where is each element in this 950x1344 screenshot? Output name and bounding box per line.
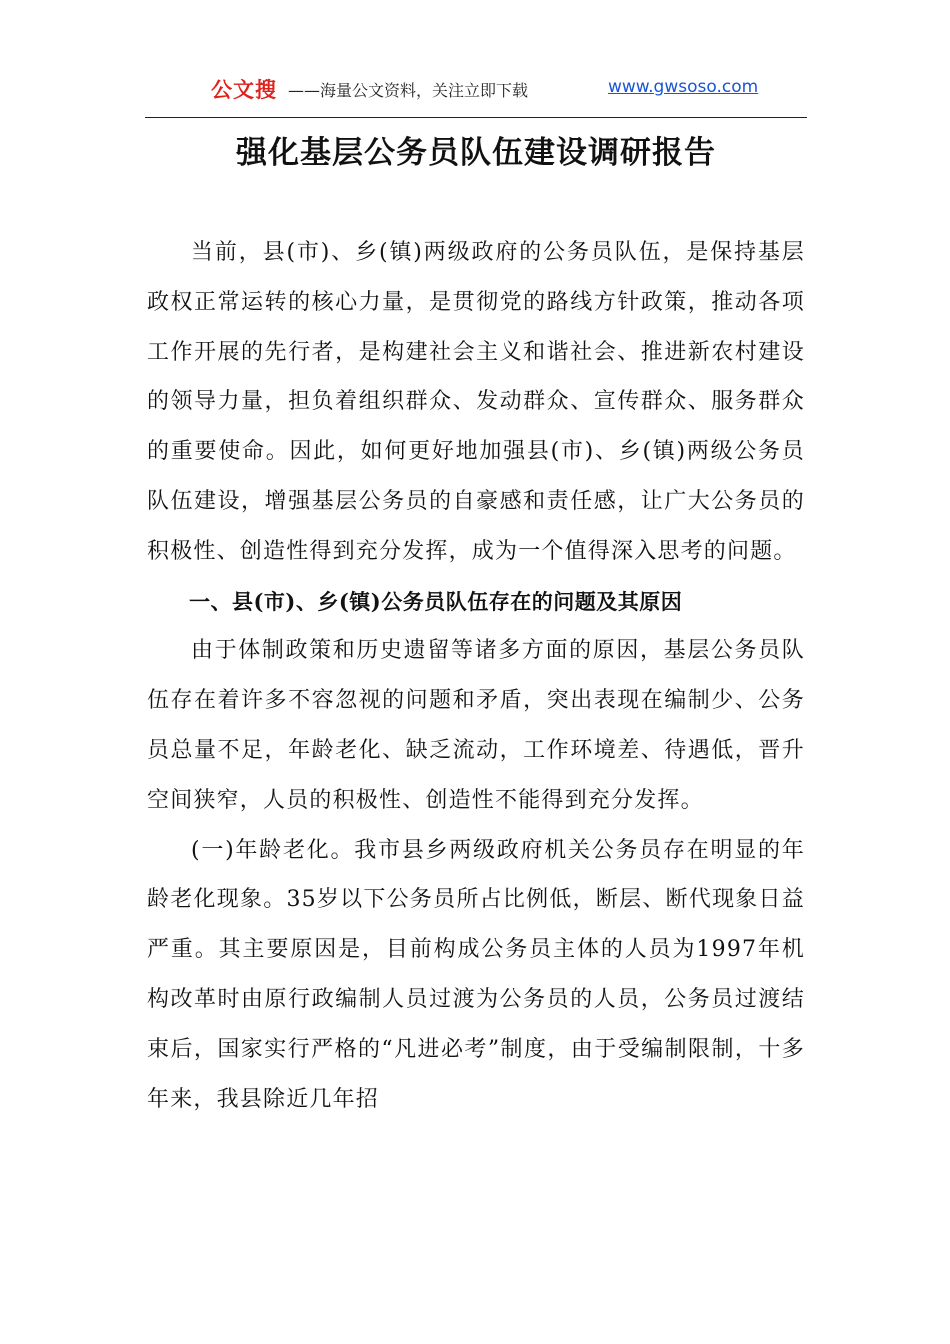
website-link[interactable]: www.gwsoso.com	[608, 77, 759, 97]
document-body	[147, 228, 805, 1124]
header-divider	[145, 117, 807, 118]
section-paragraph: 由于体制政策和历史遗留等诸多方面的原因，基层公务员队伍存在着许多不容忽视的问题和矛盾，突出表现在编制少、公务员总量不足，年龄老化、缺乏流动，工作环境差、待遇低，晋升空间狭窄，人员的积极性、创造性不能得到充分发挥。	[147, 638, 805, 813]
brand-logo-text: 公文搜	[211, 78, 277, 102]
age-issue-paragraph: (一)年龄老化。我市县乡两级政府机关公务员存在明显的年龄老化现象。35岁以下公务员所占比例低，断层、断代现象日益严重。其主要原因是，目前构成公务员主体的人员为1997年机构改革时由原行政编制人员过渡为公务员的人员，公务员过渡结束后，国家实行严格的“凡进必考”制度，由于受编制限制，十多年来，我县除近几年招	[147, 837, 805, 1112]
document-title: 强化基层公务员队伍建设调研报告	[236, 135, 716, 171]
header-tagline: ——海量公文资料，关注立即下载	[288, 81, 529, 100]
intro-paragraph: 当前，县(市)、乡(镇)两级政府的公务员队伍，是保持基层政权正常运转的核心力量，是贯彻党的路线方针政策，推动各项工作开展的先行者，是构建社会主义和谐社会、推进新农村建设的领导力量，担负着组织群众、发动群众、宣传群众、服务群众的重要使命。因此，如何更好地加强县(市)、乡(镇)两级公务员队伍建设，增强基层公务员的自豪感和责任感，让广大公务员的积极性、创造性得到充分发挥，成为一个值得深入思考的问题。	[147, 240, 805, 564]
page-header	[145, 70, 807, 106]
section-heading: 一、县(市)、乡(镇)公务员队伍存在的问题及其原因	[189, 588, 683, 614]
